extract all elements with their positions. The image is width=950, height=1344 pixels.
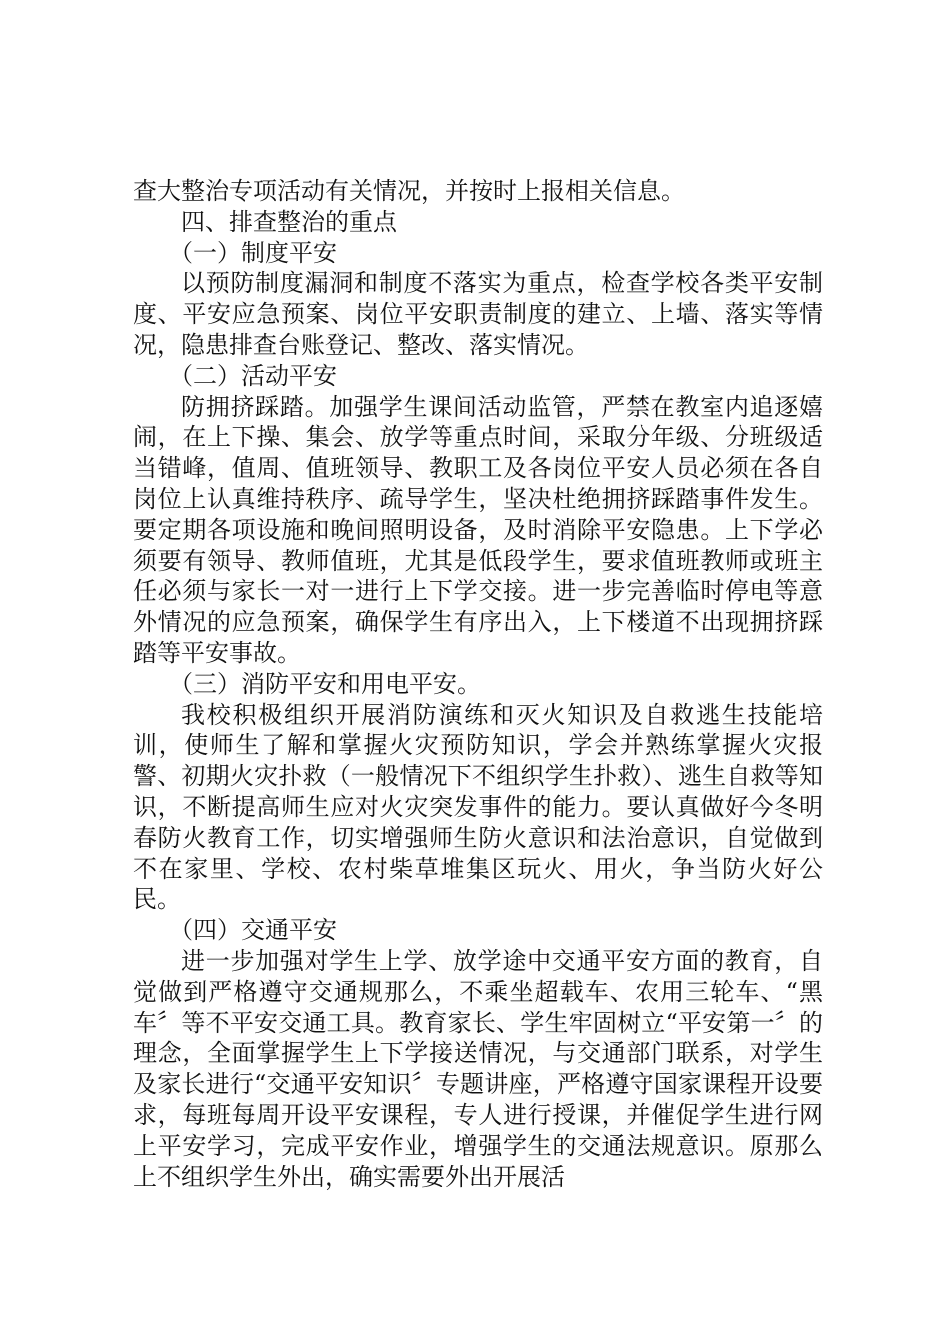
paragraph-system-safety: 以预防制度漏洞和制度不落实为重点，检查学校各类平安制度、平安应急预案、岗位平安职责制度的建立、上墙、落实等情况，隐患排查台账登记、整改、落实情况。 <box>133 269 823 359</box>
subheading-activity-safety: （二）活动平安 <box>169 361 337 390</box>
subheading-fire-electric-safety: （三）消防平安和用电平安。 <box>169 669 481 698</box>
subheading-traffic-safety: （四）交通平安 <box>169 916 337 945</box>
paragraph-activity-safety: 防拥挤踩踏。加强学生课间活动监管，严禁在教室内追逐嬉闹，在上下操、集会、放学等重点时间，采取分年级、分班级适当错峰，值周、值班领导、教职工及各岗位平安人员必须在各自岗位上认真维持秩序、疏导学生，坚决杜绝拥挤踩踏事件发生。要定期各项设施和晚间照明设备，及时消除平安隐患。上下学必须要有领导、教师值班，尤其是低段学生，要求值班教师或班主任必须与家长一对一进行上下学交接。进一步完善临时停电等意外情况的应急预案，确保学生有序出入，上下楼道不出现拥挤踩踏等平安事故。 <box>133 392 823 667</box>
subheading-system-safety: （一）制度平安 <box>169 238 337 267</box>
paragraph-continuation: 查大整治专项活动有关情况，并按时上报相关信息。 <box>133 177 685 205</box>
section-heading-key-points: 四、排查整治的重点 <box>181 207 397 236</box>
paragraph-traffic-safety: 进一步加强对学生上学、放学途中交通平安方面的教育，自觉做到严格遵守交通规那么，不乘坐超载车、农用三轮车、“黑车〞等不平安交通工具。教育家长、学生牢固树立“平安第一〞的理念，全面掌握学生上下学接送情况，与交通部门联系，对学生及家长进行“交通平安知识〞专题讲座，严格遵守国家课程开设要求，每班每周开设平安课程，专人进行授课，并催促学生进行网上平安学习，完成平安作业，增强学生的交通法规意识。原那么上不组织学生外出，确实需要外出开展活 <box>133 946 823 1191</box>
paragraph-fire-safety: 我校积极组织开展消防演练和灭火知识及自救逃生技能培训，使师生了解和掌握火灾预防知识，学会并熟练掌握火灾报警、初期火灾扑救（一般情况下不组织学生扑救）、逃生自救等知识，不断提高师生应对火灾突发事件的能力。要认真做好今冬明春防火教育工作，切实增强师生防火意识和法治意识，自觉做到不在家里、学校、农村柴草堆集区玩火、用火，争当防火好公民。 <box>133 700 823 914</box>
document-body <box>133 176 823 1192</box>
